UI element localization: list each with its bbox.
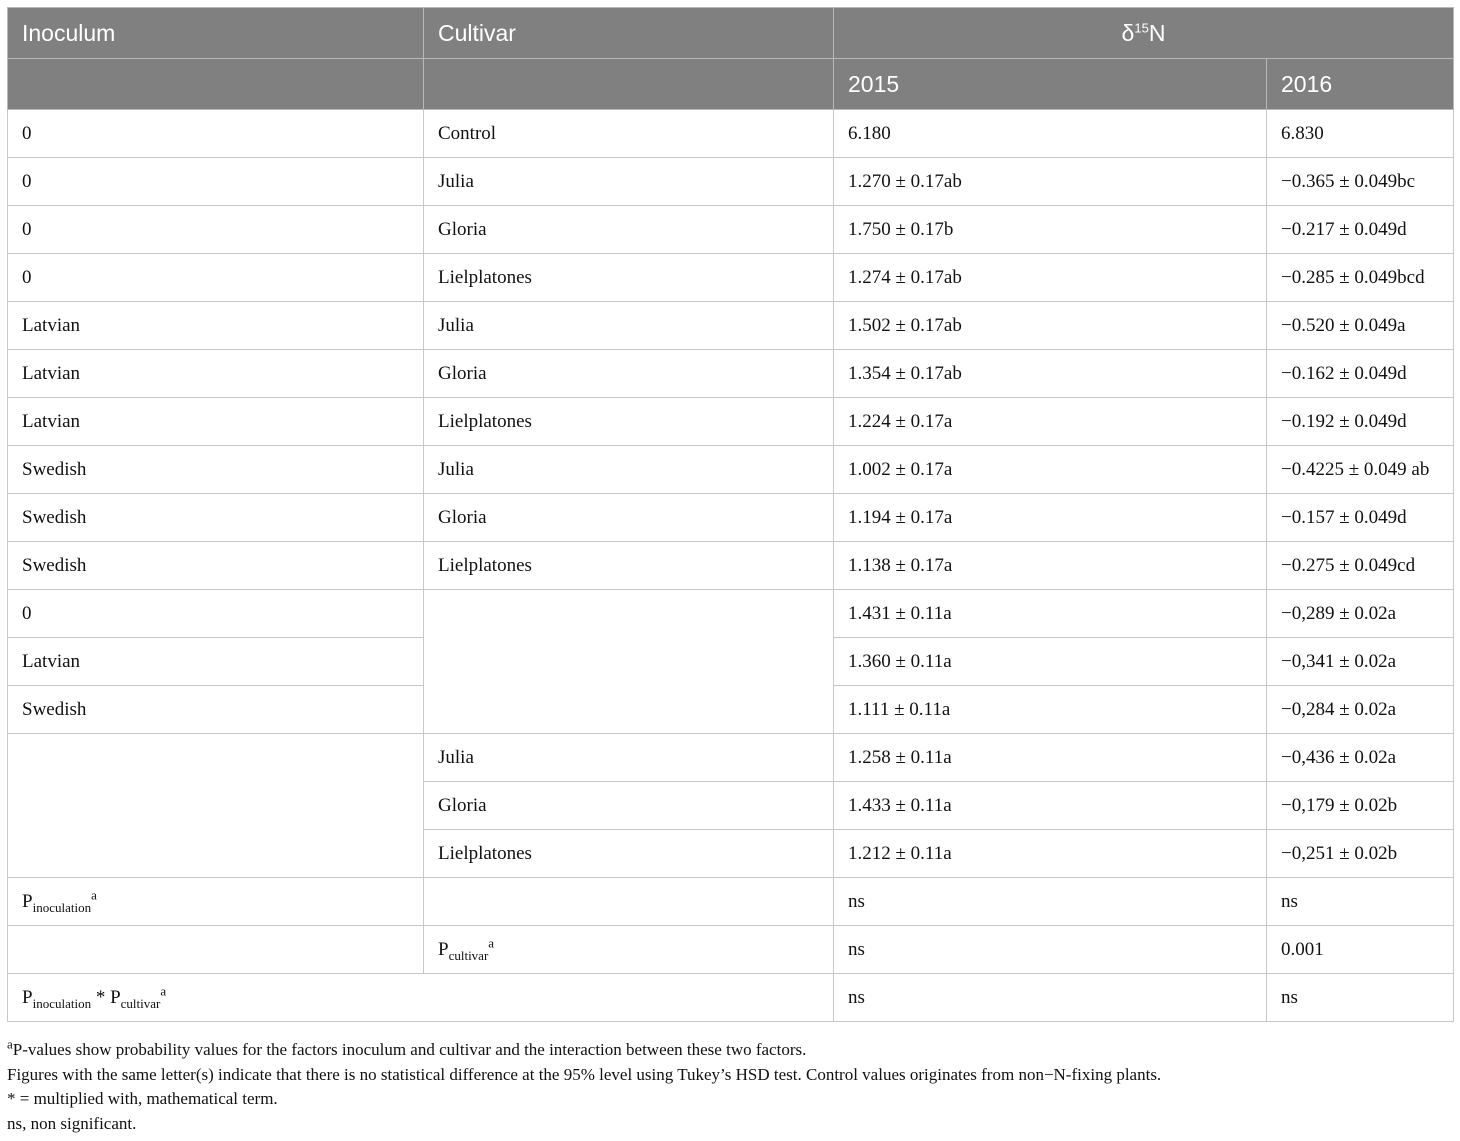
- p-inoculation-label: $P_{inoculation}^a$: [8, 878, 424, 926]
- header-d15n: $\delta^{15}N$: [834, 8, 1454, 59]
- p-inoculation-row: [8, 878, 1454, 926]
- cell-2016: −0,341 ± 0.02a: [1267, 638, 1454, 686]
- cell-2016: −0.4225 ± 0.049 ab: [1267, 446, 1454, 494]
- cell-inoculum: Swedish: [8, 542, 424, 590]
- cell-cultivar: Julia: [424, 446, 834, 494]
- cell-cultivar: Lielplatones: [424, 830, 834, 878]
- cell-cultivar: Lielplatones: [424, 398, 834, 446]
- p-interaction-label: $P_{inoculation} * P_{cultivar}^a$: [8, 974, 834, 1022]
- d15n-table: [7, 7, 1454, 1022]
- p-interaction-row: [8, 974, 1454, 1022]
- cell-2016: −0.157 ± 0.049d: [1267, 494, 1454, 542]
- cell-empty: [8, 926, 424, 974]
- cell-2016: −0.192 ± 0.049d: [1267, 398, 1454, 446]
- header-row-1: [8, 8, 1454, 59]
- cell-cultivar: Julia: [424, 302, 834, 350]
- cell-inoculum: Swedish: [8, 494, 424, 542]
- cell-inoculum: 0: [8, 110, 424, 158]
- cell-cultivar: Control: [424, 110, 834, 158]
- header-year-2016: 2016: [1267, 59, 1454, 110]
- table-row: [8, 446, 1454, 494]
- cell-inoculum: Latvian: [8, 398, 424, 446]
- cell-2016: −0,436 ± 0.02a: [1267, 734, 1454, 782]
- cell-2015: 1.274 ± 0.17ab: [834, 254, 1267, 302]
- cell-cultivar: Lielplatones: [424, 542, 834, 590]
- cell-2015: 1.433 ± 0.11a: [834, 782, 1267, 830]
- p-cultivar-label: $P_{cultivar}^a$: [424, 926, 834, 974]
- footnote-a: $^a$P-values show probability values for the factors inoculum and cultivar and the interaction between these two factors.: [7, 1036, 807, 1059]
- table-footnotes: [7, 1038, 1161, 1136]
- cell-2015: 1.111 ± 0.11a: [834, 686, 1267, 734]
- cell-2015: ns: [834, 878, 1267, 926]
- cell-cultivar: Gloria: [424, 206, 834, 254]
- cell-cultivar: Julia: [424, 158, 834, 206]
- cell-2015: 1.258 ± 0.11a: [834, 734, 1267, 782]
- cell-2016: −0.520 ± 0.049a: [1267, 302, 1454, 350]
- cell-2015: 6.180: [834, 110, 1267, 158]
- cell-2015: 1.431 ± 0.11a: [834, 590, 1267, 638]
- inoculum-mean-row: [8, 590, 1454, 638]
- footnote-ns: ns, non significant.: [7, 1113, 137, 1133]
- cell-2015: ns: [834, 974, 1267, 1022]
- table-row: [8, 542, 1454, 590]
- cell-inoculum: Latvian: [8, 350, 424, 398]
- cell-2016: −0,179 ± 0.02b: [1267, 782, 1454, 830]
- cell-inoculum-empty: [8, 734, 424, 878]
- cell-2016: −0.365 ± 0.049bc: [1267, 158, 1454, 206]
- header-cultivar: Cultivar: [424, 8, 834, 59]
- cell-2015: 1.212 ± 0.11a: [834, 830, 1267, 878]
- cell-2015: 1.354 ± 0.17ab: [834, 350, 1267, 398]
- cell-2016: ns: [1267, 878, 1454, 926]
- cell-2015: 1.194 ± 0.17a: [834, 494, 1267, 542]
- cell-2015: 1.224 ± 0.17a: [834, 398, 1267, 446]
- cell-2016: −0,284 ± 0.02a: [1267, 686, 1454, 734]
- footnote-letters: Figures with the same letter(s) indicate that there is no statistical difference at the 95% level using Tukey’s HSD test. Control values originates from non−N-fixing plants.: [7, 1064, 1162, 1084]
- table-row: [8, 302, 1454, 350]
- cell-cultivar-empty: [424, 590, 834, 734]
- cell-cultivar: Lielplatones: [424, 254, 834, 302]
- cell-cultivar: Gloria: [424, 782, 834, 830]
- table-row: [8, 206, 1454, 254]
- cell-2016: −0.162 ± 0.049d: [1267, 350, 1454, 398]
- cell-2016: 0.001: [1267, 926, 1454, 974]
- cell-2015: ns: [834, 926, 1267, 974]
- p-cultivar-row: [8, 926, 1454, 974]
- cell-2016: −0.285 ± 0.049bcd: [1267, 254, 1454, 302]
- cell-inoculum: Swedish: [8, 686, 424, 734]
- table-row: [8, 254, 1454, 302]
- table-row: [8, 494, 1454, 542]
- cell-inoculum: 0: [8, 206, 424, 254]
- cell-cultivar: Gloria: [424, 494, 834, 542]
- cell-cultivar: Gloria: [424, 350, 834, 398]
- table-row: [8, 350, 1454, 398]
- cell-2015: 1.360 ± 0.11a: [834, 638, 1267, 686]
- cell-2016: −0.275 ± 0.049cd: [1267, 542, 1454, 590]
- cell-inoculum: Swedish: [8, 446, 424, 494]
- cell-2016: −0,251 ± 0.02b: [1267, 830, 1454, 878]
- footnote-star: * = multiplied with, mathematical term.: [7, 1089, 278, 1108]
- header-inoculum: Inoculum: [8, 8, 424, 59]
- table-row: [8, 158, 1454, 206]
- cell-2015: 1.002 ± 0.17a: [834, 446, 1267, 494]
- cell-inoculum: Latvian: [8, 302, 424, 350]
- cell-2015: 1.502 ± 0.17ab: [834, 302, 1267, 350]
- cell-2016: −0.217 ± 0.049d: [1267, 206, 1454, 254]
- header-row-2: [8, 59, 1454, 110]
- table-row: [8, 398, 1454, 446]
- cell-inoculum: 0: [8, 590, 424, 638]
- cell-inoculum: Latvian: [8, 638, 424, 686]
- results-table-container: [7, 7, 1453, 1022]
- cell-empty: [424, 878, 834, 926]
- table-row: [8, 110, 1454, 158]
- cell-2015: 1.750 ± 0.17b: [834, 206, 1267, 254]
- header-year-2015: 2015: [834, 59, 1267, 110]
- cell-2015: 1.270 ± 0.17ab: [834, 158, 1267, 206]
- cell-2016: 6.830: [1267, 110, 1454, 158]
- cell-2016: −0,289 ± 0.02a: [1267, 590, 1454, 638]
- cell-inoculum: 0: [8, 158, 424, 206]
- cell-cultivar: Julia: [424, 734, 834, 782]
- cultivar-mean-row: [8, 734, 1454, 782]
- cell-2016: ns: [1267, 974, 1454, 1022]
- header-empty-1: [8, 59, 424, 110]
- cell-inoculum: 0: [8, 254, 424, 302]
- header-empty-2: [424, 59, 834, 110]
- cell-2015: 1.138 ± 0.17a: [834, 542, 1267, 590]
